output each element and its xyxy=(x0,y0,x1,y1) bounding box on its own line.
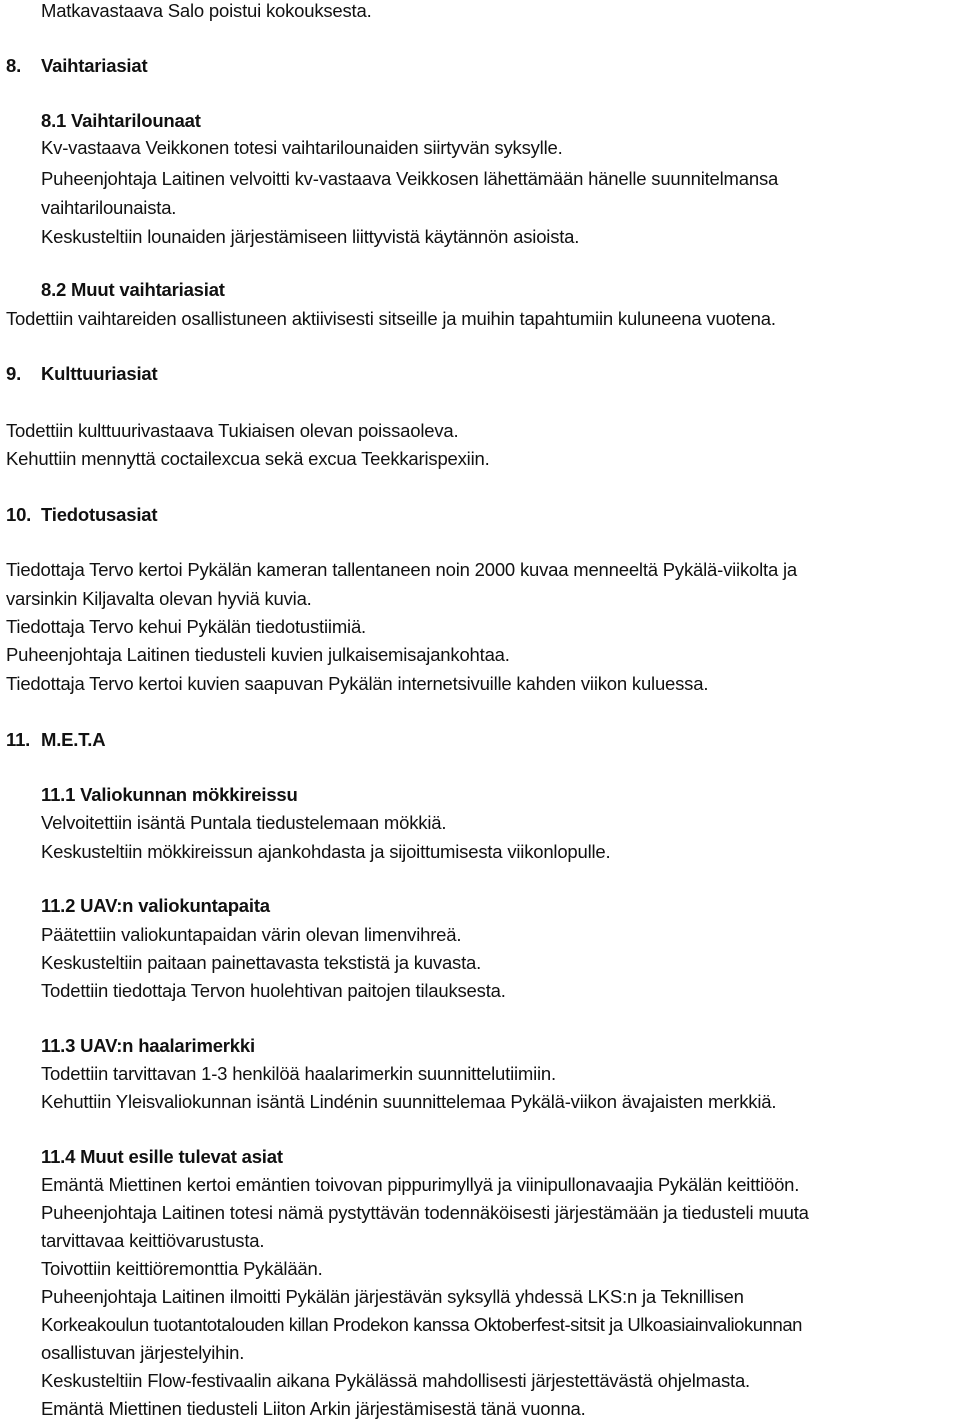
text-line: Tiedottaja Tervo kertoi kuvien saapuvan Pykälän internetsivuille kahden viikon kuluessa. xyxy=(6,673,709,694)
section-heading-11: 11. M.E.T.A xyxy=(6,729,106,750)
text-line: Emäntä Miettinen kertoi emäntien toivovan pippurimyllyä ja viinipullonavaajia Pykälän keittiöön. xyxy=(41,1174,800,1195)
text-line: Kehuttiin mennyttä coctailexcua sekä excua Teekkarispexiin. xyxy=(6,448,490,469)
subsection-heading-11-3: 11.3 UAV:n haalarimerkki xyxy=(41,1035,255,1056)
text-line: Keskusteltiin paitaan painettavasta tekstistä ja kuvasta. xyxy=(41,952,482,973)
text-line: Todettiin vaihtareiden osallistuneen aktiivisesti sitseille ja muihin tapahtumiin kuluneena vuotena. xyxy=(6,308,776,329)
text-line: Tiedottaja Tervo kertoi Pykälän kameran tallentaneen noin 2000 kuvaa menneeltä Pykälä-viikolta ja xyxy=(6,559,797,580)
text-line: Todettiin tiedottaja Tervon huolehtivan paitojen tilauksesta. xyxy=(41,980,506,1001)
text-line: tarvittavaa keittiövarustusta. xyxy=(41,1230,265,1251)
text-line: vaihtarilounaista. xyxy=(41,197,177,218)
text-line: Keskusteltiin mökkireissun ajankohdasta ja sijoittumisesta viikonlopulle. xyxy=(41,841,611,862)
text-line: Keskusteltiin lounaiden järjestämiseen liittyvistä käytännön asioista. xyxy=(41,226,580,247)
text-line: varsinkin Kiljavalta olevan hyviä kuvia. xyxy=(6,588,312,609)
text-line: Puheenjohtaja Laitinen velvoitti kv-vastaava Veikkosen lähettämään hänelle suunnitelmansa xyxy=(41,168,779,189)
subsection-heading-8-1: 8.1 Vaihtarilounaat xyxy=(41,110,201,131)
text-line: Kehuttiin Yleisvaliokunnan isäntä Lindénin suunnittelemaa Pykälä-viikon ävajaisten merkkiä. xyxy=(41,1091,777,1112)
text-line: osallistuvan järjestelyihin. xyxy=(41,1342,245,1363)
text-line: Toivottiin keittiöremonttia Pykälään. xyxy=(41,1258,323,1279)
text-line: Korkeakoulun tuotantotalouden killan Prodekon kanssa Oktoberfest-sitsit ja Ulkoasiainvaliokunnan xyxy=(41,1314,802,1335)
text-line: Keskusteltiin Flow-festivaalin aikana Pykälässä mahdollisesti järjestettävästä ohjelmasta. xyxy=(41,1370,750,1391)
text-line: Tiedottaja Tervo kehui Pykälän tiedotustiimiä. xyxy=(6,616,366,637)
text-line: Puheenjohtaja Laitinen totesi nämä pystyttävän todennäköisesti järjestämään ja tiedusteli muuta xyxy=(41,1202,809,1223)
text-line: Matkavastaava Salo poistui kokouksesta. xyxy=(41,0,372,21)
text-line: Emäntä Miettinen tiedusteli Liiton Arkin järjestämisestä tänä vuonna. xyxy=(41,1398,586,1419)
text-line: Todettiin tarvittavan 1-3 henkilöä haalarimerkin suunnittelutiimiin. xyxy=(41,1063,556,1084)
section-heading-8: 8. Vaihtariasiat xyxy=(6,55,148,76)
text-line: Todettiin kulttuurivastaava Tukiaisen olevan poissaoleva. xyxy=(6,420,459,441)
section-heading-10: 10. Tiedotusasiat xyxy=(6,504,158,525)
subsection-heading-8-2: 8.2 Muut vaihtariasiat xyxy=(41,279,225,300)
text-line: Päätettiin valiokuntapaidan värin olevan limenvihreä. xyxy=(41,924,462,945)
section-heading-9: 9. Kulttuuriasiat xyxy=(6,363,158,384)
text-line: Velvoitettiin isäntä Puntala tiedustelemaan mökkiä. xyxy=(41,812,447,833)
text-line: Kv-vastaava Veikkonen totesi vaihtarilounaiden siirtyvän syksylle. xyxy=(41,137,563,158)
text-line: Puheenjohtaja Laitinen ilmoitti Pykälän järjestävän syksyllä yhdessä LKS:n ja Teknillisen xyxy=(41,1286,744,1307)
subsection-heading-11-1: 11.1 Valiokunnan mökkireissu xyxy=(41,784,298,805)
text-line: Puheenjohtaja Laitinen tiedusteli kuvien julkaisemisajankohtaa. xyxy=(6,644,510,665)
subsection-heading-11-4: 11.4 Muut esille tulevat asiat xyxy=(41,1146,283,1167)
subsection-heading-11-2: 11.2 UAV:n valiokuntapaita xyxy=(41,895,270,916)
